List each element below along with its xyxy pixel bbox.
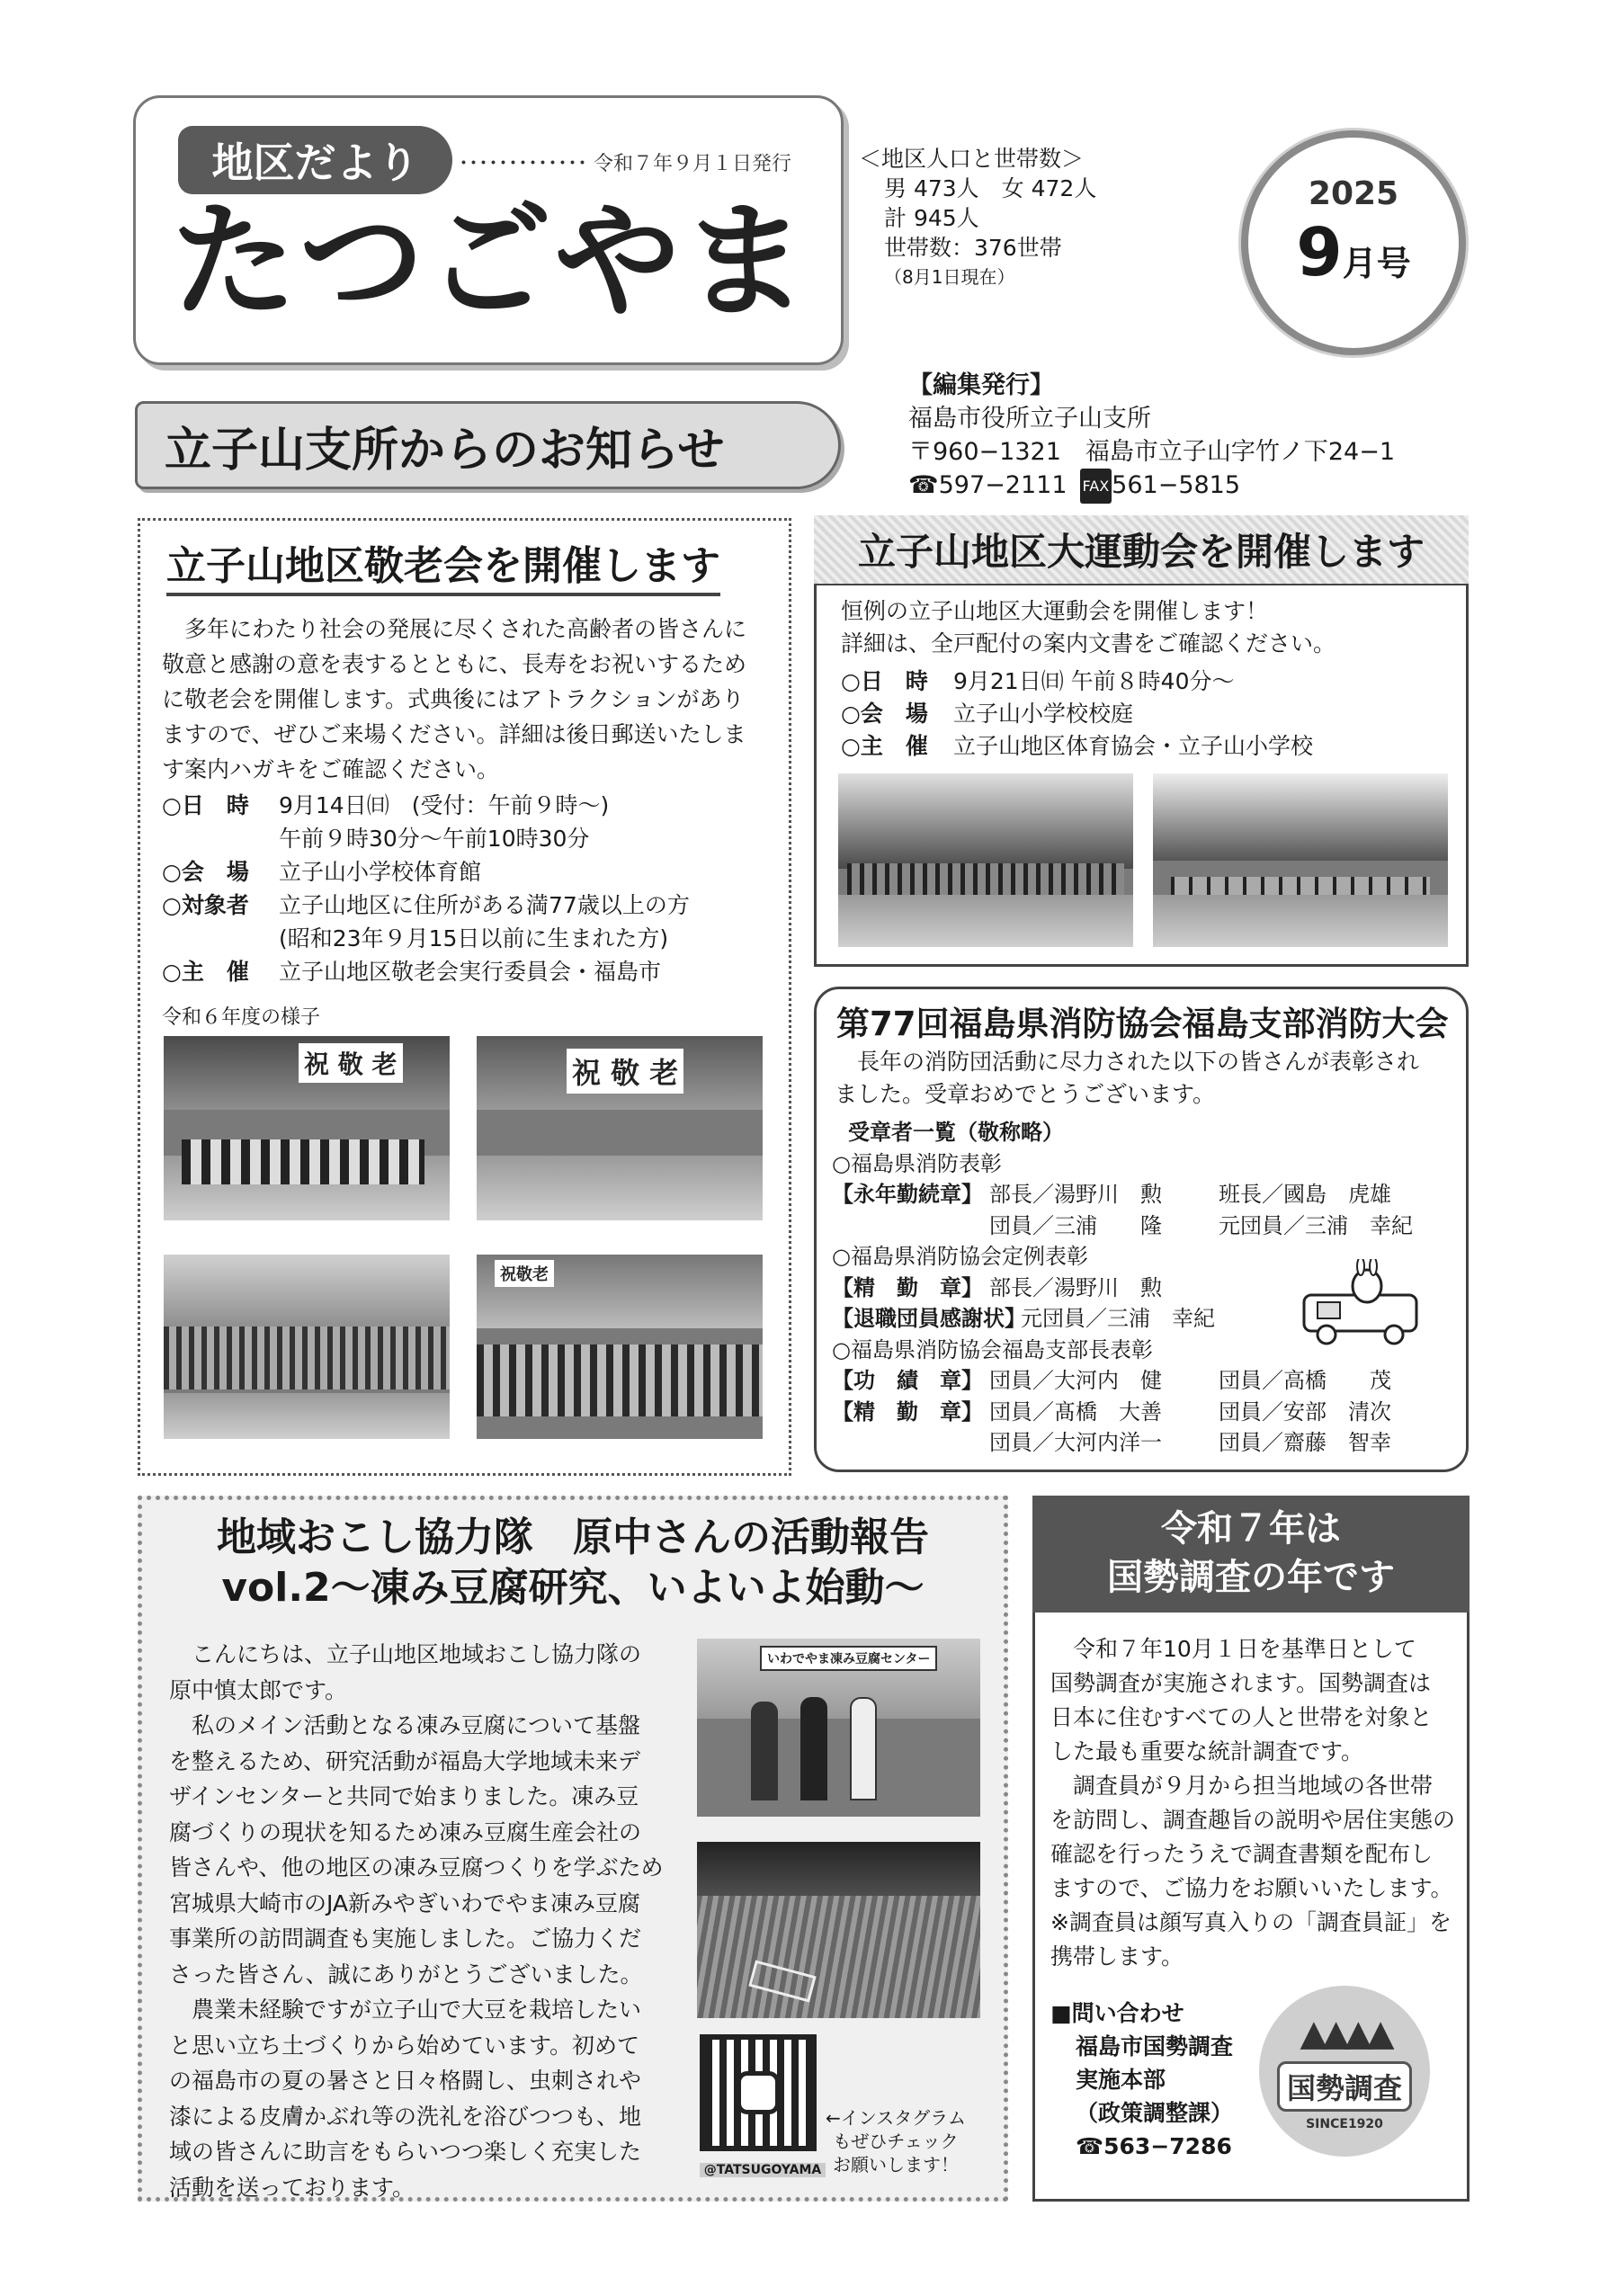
population-note: （8月1日現在）	[884, 266, 1015, 288]
okoshi-body: こんにちは、立子山地区地域おこし協力隊の 原中慎太郎です。 私のメイン活動となる凍み豆腐について基盤 を整えるため、研究活動が福島大学地域未来デ ザインセンターと共同で始まりました。凍み豆 腐づくりの現状を知るため凍み豆腐生産会社の 皆さんや、他の地区の凍み豆腐つくりを学ぶため 宮城県大崎市のJA新みやぎいわでやま凍み豆腐 事業所の訪問調査も実施しました。ご協力くだ さった皆さん、誠にありがとうございました。 農業未経験ですが立子山で大豆を栽培したい と思い立ち土づくりから始めています。初めて の福島市の夏の暑さと日々格闘し、虫刺されや 漆による皮膚かぶれ等の洗礼を浴びつつも、地 域の皆さんに助言をもらいつつ楽しく充実した 活動を送っております。	[169, 1641, 664, 2201]
undokai-photo-2	[1153, 773, 1448, 947]
keiro-title: 立子山地区敬老会を開催します	[166, 533, 720, 596]
population-households: 世帯数：376世帯	[884, 235, 1062, 261]
census-title: 令和７年は 国勢調査の年です	[1032, 1496, 1470, 1613]
badge-year: 2025	[1308, 175, 1399, 212]
census-logo-since: SINCE1920	[1306, 2117, 1383, 2131]
population-info	[859, 144, 1096, 292]
okoshi-title: 地域おこし協力隊 原中さんの活動報告 vol.2～凍み豆腐研究、いよいよ始動～	[217, 1514, 929, 1611]
newsletter-title: たつごやま	[171, 189, 810, 335]
publisher-address: 〒960−1321 福島市立子山字竹ノ下24−1	[908, 438, 1396, 466]
keiro-photo-audience-1	[164, 1255, 450, 1439]
undokai-body: 恒例の立子山地区大運動会を開催します！ 詳細は、全戸配付の案内文書をご確認ください。	[841, 598, 1336, 657]
newsletter-label: 地区だより	[178, 126, 452, 194]
instagram-note: ←インスタグラム もぜひチェック お願いします！	[826, 2107, 966, 2175]
instagram-icon	[737, 2071, 780, 2114]
undokai-photo-1	[838, 773, 1133, 947]
shobo-title: 第77回福島県消防協会福島支部消防大会	[836, 1005, 1449, 1043]
publisher-contact: ☎597−2111 FAX 561−5815	[908, 469, 1395, 504]
shobo-body: 長年の消防団活動に尽力された以下の皆さんが表彰され ました。受章おめでとうございます。	[835, 1049, 1420, 1107]
issue-date: ･････････････ 令和７年９月１日発行	[459, 153, 792, 175]
instagram-qr-code[interactable]	[700, 2034, 817, 2151]
census-body: 令和７年10月１日を基準日として 国勢調査が実施されます。国勢調査は 日本に住むすべての人と世帯を対象と した最も重要な統計調査です。 調査員が９月から担当地域の各世帯 を訪問し、調査趣旨の説明や居住実態の 確認を行ったうえで調査書類を配布し ますので、ご協力をお願いいたします。 ※調査員は顔写真入りの「調査員証」を 携帯します。	[1050, 1636, 1456, 1970]
population-total: 計 945人	[884, 205, 979, 231]
census-contact: ■問い合わせ 福島市国勢調査 実施本部 （政策調整課） ☎563−7286	[1050, 2000, 1234, 2159]
keiro-photo-caption: 令和６年度の様子	[162, 1006, 321, 1029]
mountain-icon: ▲▲▲▲	[1300, 2013, 1389, 2054]
fire-truck-icon	[1300, 1259, 1425, 1349]
shobo-award-list: 受章者一覧（敬称略） ○福島県消防表彰 【永年勤続章】 部長／湯野川 勲 班長／國島 虎雄 団員／三浦 隆 元団員／三浦 幸紀 ○福島県消防協会定例表彰 【精 勤 章】 部長／湯野川 勲 【退職団員感謝状】元団員／三浦 幸紀 ○福島県消防協会福島支部長表彰 【功 績 章】 団員／大河内 健 団員／高橋 茂 【精 勤 章】 団員／髙橋 大善 団員／安部 清次 団員／大河内洋一 団員／齋藤 智幸	[832, 1120, 1413, 1455]
census-logo-text: 国勢調査	[1277, 2061, 1412, 2112]
notice-banner: 立子山支所からのお知らせ	[135, 401, 841, 489]
okoshi-photo-field	[697, 1842, 980, 2018]
keiro-body: 多年にわたり社会の発展に尽くされた高齢者の皆さんに 敬意と感謝の意を表するとともに、長寿をお祝いするため に敬老会を開催します。式典後にはアトラクションがあり ますので、ぜひご来場ください。詳細は後日郵送いたしま す案内ハガキをご確認ください。	[162, 616, 747, 782]
badge-month: 9月号	[1296, 214, 1411, 291]
publisher-info	[908, 369, 1395, 504]
population-heading: ＜地区人口と世帯数＞	[859, 146, 1085, 172]
undokai-details: ○日 時 9月21日㈰ 午前８時40分～ ○会 場 立子山小学校校庭 ○主 催 立子山地区体育協会・立子山小学校	[841, 668, 1314, 759]
keiro-photo-stage-performance: 祝 敬 老	[164, 1036, 450, 1220]
okoshi-photo-group: いわでやま凍み豆腐センター	[697, 1639, 980, 1817]
publisher-name: 福島市役所立子山支所	[908, 405, 1151, 433]
publisher-heading: 【編集発行】	[908, 371, 1054, 399]
instagram-handle: @TATSUGOYAMA	[700, 2163, 826, 2177]
keiro-photo-stage-speaker: 祝 敬 老	[477, 1036, 763, 1220]
undokai-title: 立子山地区大運動会を開催します	[814, 515, 1469, 585]
keiro-photo-audience-2: 祝敬老	[477, 1255, 763, 1439]
month-badge	[1241, 130, 1466, 355]
keiro-details: ○日 時 9月14日㈰ (受付：午前９時～) 午前９時30分～午前10時30分 ○会 場 立子山小学校体育館 ○対象者 立子山地区に住所がある満77歳以上の方 (昭和23年９月15日以前に生まれた方) ○主 催 立子山地区敬老会実行委員会・福島市	[162, 792, 690, 985]
census-logo	[1259, 1986, 1430, 2157]
population-gender: 男 473人 女 472人	[884, 175, 1097, 201]
